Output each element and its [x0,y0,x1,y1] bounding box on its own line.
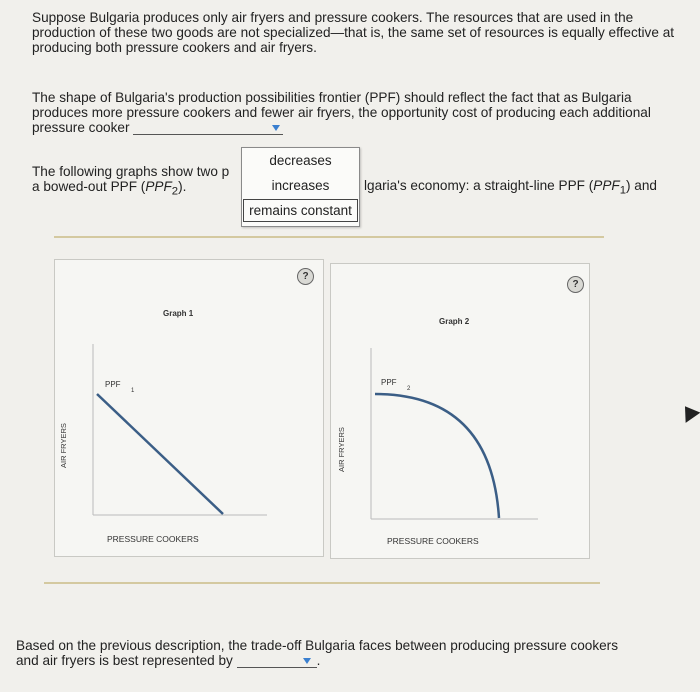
help-icon[interactable]: ? [297,268,314,285]
ppf1-italic: PPF [593,178,620,193]
ppf2-italic: PPF [145,179,172,194]
graphs-intro-right [364,178,694,199]
option-remains-constant[interactable]: remains constant [242,198,359,223]
tradeoff-question [16,638,626,668]
ppf2-sub: 2 [171,185,179,198]
graphs-intro-left [32,164,232,200]
help-icon[interactable]: ? [567,276,584,293]
graph1-curve-label: PPF [105,380,121,389]
graph1-curve-sub: 1 [131,388,135,394]
graphs-intro-text-1: The following graphs show two p [32,164,230,179]
mouse-cursor-icon [678,401,700,423]
option-decreases[interactable]: decreases [269,153,332,168]
graph2-plot[interactable] [331,264,589,558]
graph2-curve-sub: 2 [407,386,411,392]
ppf-shape-question [32,90,672,135]
ppf1-line [97,394,223,514]
graph1-plot[interactable] [55,260,323,556]
tradeoff-text: Based on the previous description, the trade-off Bulgaria faces between producing pressure cookers and air fryers is best represented by [16,638,619,668]
graph2-curve-label: PPF [381,378,397,387]
option-increases[interactable]: increases [271,178,330,193]
graph1-panel [54,259,324,557]
tradeoff-dropdown[interactable] [237,655,317,668]
dropdown-arrow-icon [303,658,311,664]
graph2-panel [330,263,590,559]
intro-paragraph: Suppose Bulgaria produces only air fryers and pressure cookers. The resources that are used in the production of these two goods are not specialized—that is, the same set of resources is equally effective at producing both pressure cookers and air fryers. [32,10,675,55]
graph2-title: Graph 2 [439,317,470,326]
graph2-y-label: AIR FRYERS [337,427,346,472]
opportunity-cost-dropdown[interactable] [133,122,283,135]
divider-bottom [44,582,600,584]
tradeoff-period: . [316,653,321,668]
graphs-intro-text-2: a bowed-out PPF ( [32,179,146,194]
dropdown-menu [241,147,360,227]
graph1-x-label: PRESSURE COOKERS [107,534,199,544]
graphs-intro-right-end: ) and [626,178,657,193]
graphs-intro-right-text: lgaria's economy: a straight-line PPF ( [364,178,594,193]
divider-top [54,236,604,238]
graph2-x-label: PRESSURE COOKERS [387,536,479,546]
dropdown-arrow-icon [272,125,280,131]
ppf2-curve [375,394,499,518]
graph1-title: Graph 1 [163,309,194,318]
ppf1-sub: 1 [619,184,626,197]
graph1-y-label: AIR FRYERS [59,423,68,468]
graphs-intro-text-3: ). [178,179,187,194]
ppf-shape-text: The shape of Bulgaria's production possibilities frontier (PPF) should reflect the fact that as Bulgaria produces more pressure cookers and fewer air fryers, the opportunity cost of producing each additional pressure cooker [32,90,651,135]
